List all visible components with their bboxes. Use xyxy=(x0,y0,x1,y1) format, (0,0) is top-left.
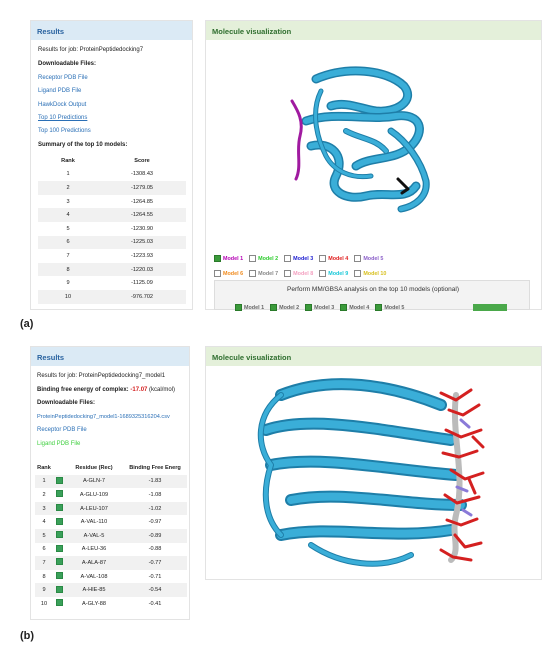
score-cell: -976.702 xyxy=(98,290,186,304)
model-label: Model 10 xyxy=(363,271,387,277)
table-row xyxy=(38,208,186,222)
energy-cell: -0.89 xyxy=(123,529,187,543)
rank-cell: 7 xyxy=(66,252,70,259)
table-row xyxy=(35,556,187,570)
results-job-b: Results for job: ProteinPeptidedocking7_model1 xyxy=(37,373,166,379)
checkbox-icon[interactable] xyxy=(249,255,256,262)
mmgbsa-model-4[interactable] xyxy=(340,305,369,311)
mmgbsa-model-2[interactable] xyxy=(270,305,299,311)
select-cell[interactable] xyxy=(53,488,65,502)
score-cell: -1230.90 xyxy=(130,225,154,232)
mmgbsa-model-5[interactable] xyxy=(375,305,404,311)
protein-ribbon xyxy=(281,530,451,535)
model-label: Model 2 xyxy=(258,256,279,262)
rank-cell: 9 xyxy=(66,280,70,287)
figure-label-a: (a) xyxy=(20,318,34,330)
model-toggle-5[interactable] xyxy=(354,256,383,262)
table-row xyxy=(38,168,186,182)
checkbox-icon[interactable] xyxy=(340,304,347,311)
table-row xyxy=(35,529,187,543)
col-residue-b: Residue (Rec) xyxy=(75,464,113,471)
checkbox-icon[interactable] xyxy=(284,270,291,277)
model-toggle-6[interactable] xyxy=(214,271,243,277)
model-toggle-4[interactable] xyxy=(319,256,348,262)
residue-cell: A-GLY-88 xyxy=(82,600,106,607)
checkbox-icon[interactable] xyxy=(270,304,277,311)
residue-cell: A-GLN-7 xyxy=(65,475,123,489)
figure-label-b: (b) xyxy=(20,630,35,642)
table-row xyxy=(38,276,186,290)
residue-checkbox[interactable] xyxy=(56,477,63,484)
score-table-a xyxy=(38,154,186,304)
select-cell[interactable] xyxy=(53,502,65,516)
model-label: Model 5 xyxy=(384,304,405,311)
table-row xyxy=(35,475,187,489)
residue-table-b xyxy=(35,461,187,611)
rank-cell: 5 xyxy=(66,225,70,232)
rank-cell: 10 xyxy=(40,600,48,607)
col-energy-b: Binding Free Energ xyxy=(129,464,181,471)
model-label: Model 3 xyxy=(293,256,314,262)
score-cell: -1225.03 xyxy=(98,236,186,250)
checkbox-icon[interactable] xyxy=(354,270,361,277)
select-cell[interactable] xyxy=(53,515,65,529)
table-row xyxy=(38,181,186,195)
rank-cell: 1 xyxy=(66,171,70,178)
downloadable-files-label-b: Downloadable Files: xyxy=(37,400,96,406)
model-label: Model 8 xyxy=(293,271,314,277)
residue-cell: A-ALA-87 xyxy=(65,556,123,570)
select-cell[interactable] xyxy=(53,543,65,557)
hawkdock-output-link-a[interactable]: HawkDock Output xyxy=(38,102,87,108)
table-row xyxy=(38,290,186,304)
mmgbsa-submit-button[interactable] xyxy=(473,304,507,311)
table-row xyxy=(38,263,186,277)
score-cell: -1308.43 xyxy=(130,171,154,178)
col-rank-a: Rank xyxy=(61,157,75,164)
score-cell: -1264.55 xyxy=(98,208,186,222)
model-label: Model 5 xyxy=(363,256,384,262)
model-label: Model 4 xyxy=(328,256,349,262)
table-row xyxy=(35,597,187,611)
binding-unit: (kcal/mol) xyxy=(149,387,176,393)
checkbox-icon[interactable] xyxy=(249,270,256,277)
ligand-word: Ligand PDB File xyxy=(37,441,81,447)
energy-cell: -1.83 xyxy=(123,475,187,489)
energy-cell: -0.71 xyxy=(148,573,162,580)
results-panel-a xyxy=(30,20,193,310)
checkbox-icon[interactable] xyxy=(305,304,312,311)
table-row xyxy=(35,502,187,516)
mmgbsa-model-1[interactable] xyxy=(235,305,264,311)
checkbox-icon[interactable] xyxy=(319,255,326,262)
score-cell: -1223.93 xyxy=(130,252,154,259)
residue-checkbox[interactable] xyxy=(56,572,63,579)
col-rank-b: Rank xyxy=(37,464,51,471)
model-toggle-1[interactable] xyxy=(214,256,243,262)
molecule-viewer-b[interactable] xyxy=(251,375,501,575)
select-cell[interactable] xyxy=(53,597,65,611)
model-label: Model 6 xyxy=(223,271,244,277)
table-row xyxy=(35,570,187,584)
rank-cell: 4 xyxy=(38,208,98,222)
viz-header-b: Molecule visualization xyxy=(206,347,541,366)
binding-label: Binding free energy of complex: xyxy=(37,387,129,393)
energy-cell: -0.77 xyxy=(123,556,187,570)
receptor-pdb-link-b[interactable]: Receptor PDB File xyxy=(37,427,87,433)
top10-predictions-link-a[interactable]: Top 10 Predictions xyxy=(38,115,88,121)
energy-cell: -0.88 xyxy=(148,546,162,553)
residue-cell: A-VAL-108 xyxy=(80,573,108,580)
rank-cell: 7 xyxy=(35,556,53,570)
select-cell[interactable] xyxy=(53,475,65,489)
rank-cell: 8 xyxy=(38,263,98,277)
residue-checkbox[interactable] xyxy=(56,545,63,552)
model-toggle-3[interactable] xyxy=(284,256,313,262)
ligand-pdb-link-b[interactable] xyxy=(37,441,80,447)
downloadable-files-label-a: Downloadable Files: xyxy=(38,61,97,67)
rank-cell: 3 xyxy=(35,502,53,516)
viz-header-a: Molecule visualization xyxy=(206,21,541,40)
col-check-b xyxy=(53,461,65,475)
rank-cell: 2 xyxy=(38,181,98,195)
residue-checkbox[interactable] xyxy=(56,586,63,593)
model-label: Model 4 xyxy=(349,304,370,311)
rank-cell: 8 xyxy=(42,573,46,580)
table-row xyxy=(38,236,186,250)
residue-checkbox[interactable] xyxy=(56,490,63,497)
results-header-b: Results xyxy=(31,347,189,366)
receptor-pdb-link-a[interactable]: Receptor PDB File xyxy=(38,75,88,81)
csv-file-link-b[interactable]: ProteinPeptidedocking7_model1-1689325316204.csv xyxy=(37,414,170,420)
mmgbsa-model-3[interactable] xyxy=(305,305,334,311)
score-cell: -1264.85 xyxy=(130,198,154,205)
residue-cell: A-LEU-107 xyxy=(65,502,123,516)
viz-panel-a xyxy=(205,20,542,310)
binding-value: -17.07 xyxy=(130,387,148,393)
mmgbsa-models-a xyxy=(235,304,410,311)
rank-cell: 9 xyxy=(35,583,53,597)
score-cell: -1220.03 xyxy=(98,263,186,277)
select-cell[interactable] xyxy=(53,570,65,584)
results-panel-b xyxy=(30,346,190,620)
binding-energy-b xyxy=(37,387,175,393)
ligand-pdb-link-a[interactable]: Ligand PDB File xyxy=(38,88,82,94)
model-toggle-7[interactable] xyxy=(249,271,278,277)
residue-cell: A-VAL-5 xyxy=(65,529,123,543)
mmgbsa-box-a xyxy=(214,280,530,310)
col-score-a: Score xyxy=(134,157,150,164)
rank-cell: 5 xyxy=(35,529,53,543)
table-row xyxy=(35,543,187,557)
checkbox-icon[interactable] xyxy=(214,270,221,277)
residue-checkbox[interactable] xyxy=(56,558,63,565)
rank-cell: 1 xyxy=(35,475,53,489)
select-cell[interactable] xyxy=(53,529,65,543)
select-cell[interactable] xyxy=(53,556,65,570)
energy-cell: -0.41 xyxy=(148,600,162,607)
model-toggle-9[interactable] xyxy=(319,271,348,277)
table-row xyxy=(38,195,186,209)
checkbox-icon[interactable] xyxy=(375,304,382,311)
checkbox-icon[interactable] xyxy=(235,304,242,311)
model-toggle-2[interactable] xyxy=(249,256,278,262)
residue-checkbox[interactable] xyxy=(56,531,63,538)
checkbox-icon[interactable] xyxy=(354,255,361,262)
energy-cell: -0.54 xyxy=(123,583,187,597)
table-row xyxy=(38,222,186,236)
energy-cell: -0.97 xyxy=(148,519,162,526)
rank-cell: 2 xyxy=(42,491,46,498)
residue-checkbox[interactable] xyxy=(56,504,63,511)
residue-cell: A-HIE-85 xyxy=(65,583,123,597)
energy-cell: -1.02 xyxy=(123,502,187,516)
viz-panel-b xyxy=(205,346,542,580)
checkbox-icon[interactable] xyxy=(319,270,326,277)
rank-cell: 4 xyxy=(42,519,46,526)
checkbox-icon[interactable] xyxy=(214,255,221,262)
rank-cell: 10 xyxy=(38,290,98,304)
checkbox-icon[interactable] xyxy=(284,255,291,262)
model-label: Model 3 xyxy=(314,304,335,311)
residue-cell: A-GLU-109 xyxy=(79,491,109,498)
residue-cell: A-LEU-36 xyxy=(81,546,107,553)
top100-predictions-link-a[interactable]: Top 100 Predictions xyxy=(38,128,91,134)
table-row xyxy=(35,488,187,502)
energy-cell: -1.08 xyxy=(148,491,162,498)
model-label: Model 7 xyxy=(258,271,279,277)
score-cell: -1125.09 xyxy=(131,280,153,287)
select-cell[interactable] xyxy=(53,583,65,597)
table-row xyxy=(35,515,187,529)
table-row xyxy=(35,583,187,597)
model-toggle-8[interactable] xyxy=(284,271,313,277)
model-toggle-10[interactable] xyxy=(354,271,386,277)
summary-label-a: Summary of the top 10 models: xyxy=(38,142,128,148)
score-cell: -1279.05 xyxy=(98,181,186,195)
results-job-a: Results for job: ProteinPeptidedocking7 xyxy=(38,47,144,53)
model-label: Model 1 xyxy=(223,256,244,262)
table-row xyxy=(38,249,186,263)
mmgbsa-label-a: Perform MM/GBSA analysis on the top 10 models (optional) xyxy=(287,286,459,293)
residue-checkbox[interactable] xyxy=(56,599,63,606)
results-header-a: Results xyxy=(31,21,192,40)
rank-cell: 3 xyxy=(66,198,70,205)
model-label: Model 1 xyxy=(244,304,265,311)
model-legend-a xyxy=(214,250,414,280)
model-label: Model 9 xyxy=(328,271,349,277)
molecule-viewer-a[interactable] xyxy=(276,61,446,221)
rank-cell: 6 xyxy=(38,236,98,250)
residue-cell: A-VAL-110 xyxy=(80,519,108,526)
residue-checkbox[interactable] xyxy=(56,518,63,525)
peptide-ligand xyxy=(292,101,301,179)
model-label: Model 2 xyxy=(279,304,300,311)
rank-cell: 6 xyxy=(42,546,46,553)
